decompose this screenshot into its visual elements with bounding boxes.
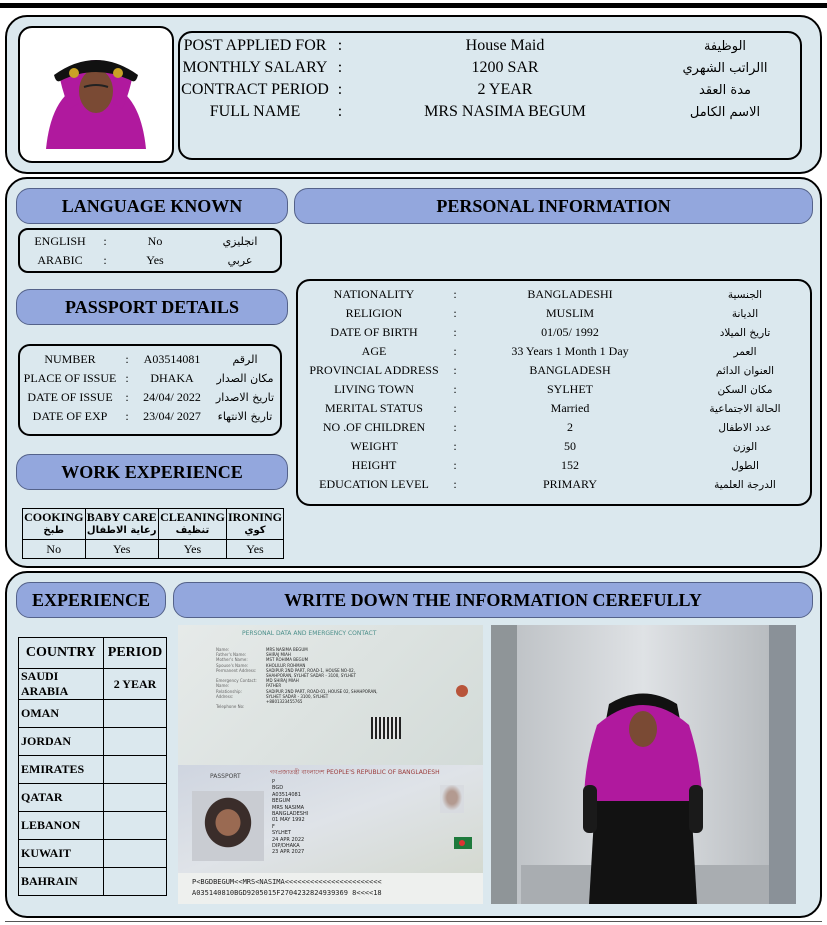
- row-value: 152: [561, 458, 579, 472]
- personal-info-row: [298, 323, 810, 342]
- row-colon: :: [453, 363, 457, 377]
- row-label: NUMBER: [44, 352, 96, 366]
- row-value: Married: [550, 401, 590, 415]
- row-label: DATE OF EXP: [32, 409, 108, 423]
- row-arabic: العنوان الدائم: [715, 364, 775, 377]
- row-colon: :: [337, 81, 343, 98]
- row-label: NATIONALITY: [333, 287, 415, 301]
- language-row: [20, 251, 280, 270]
- row-colon: :: [453, 325, 457, 339]
- row-value: 33 Years 1 Month 1 Day: [511, 344, 629, 358]
- skill-name-arabic: رعاية الاطفال: [86, 525, 157, 536]
- skill-value-cell: Yes: [85, 540, 158, 559]
- summary-row: [180, 79, 800, 101]
- row-colon: :: [103, 253, 107, 267]
- scan-bio-value: BEGUM: [272, 798, 291, 805]
- scan-field-label: Name:: [216, 647, 230, 652]
- scan-field-value: MST ROHIMA BEGUM: [266, 657, 309, 663]
- row-colon: :: [453, 287, 457, 301]
- passport-box: [18, 344, 282, 436]
- row-value: MRS NASIMA BEGUM: [424, 103, 586, 120]
- row-value: 23/04/ 2027: [143, 409, 201, 423]
- experience-row: [19, 669, 167, 700]
- personal-info-row: [298, 285, 810, 304]
- scan-bio-value: SYLHET: [272, 830, 291, 837]
- row-colon: :: [125, 390, 129, 404]
- row-label: ENGLISH: [34, 234, 86, 248]
- row-label: NO .OF CHILDREN: [322, 420, 426, 434]
- row-label: DATE OF BIRTH: [330, 325, 418, 339]
- row-colon: :: [337, 37, 343, 54]
- full-body-photo: [491, 625, 796, 904]
- skill-header-cell: [226, 509, 283, 540]
- scan-field-value: SHAHPORAN, SYLHET SADAR - 3100, SYLHET: [266, 672, 356, 678]
- details-section: [5, 177, 822, 568]
- period-cell: [104, 756, 167, 784]
- skills-table: [22, 508, 284, 559]
- row-colon: :: [125, 371, 129, 385]
- passport-data-page: [178, 625, 483, 765]
- mrz-line-1: P<BGDBEGUM<<MRS<NASIMA<<<<<<<<<<<<<<<<<<<<<<<: [192, 878, 382, 886]
- country-cell: BAHRAIN: [19, 868, 104, 896]
- row-value: 1200 SAR: [471, 59, 539, 76]
- row-value: DHAKA: [150, 371, 194, 385]
- row-label: MONTHLY SALARY: [182, 59, 328, 76]
- passport-row: [20, 388, 280, 407]
- passport-scan-image: [178, 625, 483, 904]
- scan-bio-value: 23 APR 2027: [272, 849, 305, 856]
- scan-field-label: Spouse's Name:: [216, 662, 249, 668]
- scan-field-label: Father's Name:: [216, 652, 247, 658]
- scan-field-value: SADIPUR 2ND PART, ROAD-1, HOUSE NO-02,: [266, 667, 355, 673]
- country-cell: OMAN: [19, 700, 104, 728]
- row-colon: :: [453, 458, 457, 472]
- row-colon: :: [453, 306, 457, 320]
- row-value: 50: [564, 439, 576, 453]
- row-label: PROVINCIAL ADDRESS: [309, 363, 439, 377]
- row-colon: :: [453, 420, 457, 434]
- passport-country-line: গণপ্রজাতন্ত্রী বাংলাদেশ PEOPLE'S REPUBLIC OF BANGLADESH: [270, 769, 440, 776]
- row-colon: :: [125, 352, 129, 366]
- personal-info-box: [296, 279, 812, 506]
- personal-info-row: [298, 342, 810, 361]
- skill-header-cell: [85, 509, 158, 540]
- experience-row: [19, 784, 167, 812]
- skill-value-cell: Yes: [226, 540, 283, 559]
- scan-field-label: Emergency Contact:: [216, 678, 257, 684]
- summary-row: [180, 57, 800, 79]
- scan-bio-value: F: [272, 823, 275, 830]
- country-cell: SAUDI ARABIA: [19, 669, 104, 700]
- row-colon: :: [337, 59, 343, 76]
- row-arabic: الاسم الكامل: [689, 104, 761, 120]
- passport-mrz: [178, 873, 483, 904]
- language-known-heading: LANGUAGE KNOWN: [16, 188, 288, 224]
- profile-photo: [36, 39, 156, 149]
- scan-bio-value: 24 APR 2022: [272, 836, 305, 843]
- row-arabic: مكان الصدار: [216, 372, 274, 385]
- personal-info-row: [298, 361, 810, 380]
- row-label: AGE: [361, 344, 387, 358]
- country-cell: KUWAIT: [19, 840, 104, 868]
- period-cell: [104, 840, 167, 868]
- row-colon: :: [453, 401, 457, 415]
- scan-bio-value: MRS NASIMA: [272, 804, 305, 811]
- row-arabic: الرقم: [232, 353, 258, 366]
- row-label: FULL NAME: [209, 103, 301, 120]
- skill-header-cell: [23, 509, 86, 540]
- row-value: SYLHET: [547, 382, 593, 396]
- row-arabic: الجنسية: [727, 288, 763, 301]
- row-value: PRIMARY: [542, 477, 598, 491]
- row-value: BANGLADESHI: [527, 287, 613, 301]
- skill-name: COOKING: [24, 510, 84, 524]
- personal-info-row: [298, 418, 810, 437]
- scan-field-value: MRS NASIMA BEGUM: [266, 647, 308, 652]
- row-arabic: الحالة الاجتماعية: [709, 402, 781, 415]
- row-colon: :: [453, 477, 457, 491]
- row-colon: :: [453, 344, 457, 358]
- skill-value-cell: Yes: [158, 540, 226, 559]
- scan-field-label: Name:: [216, 683, 230, 689]
- experience-row: [19, 840, 167, 868]
- row-label: WEIGHT: [350, 439, 398, 453]
- row-arabic: الوظيفة: [703, 38, 747, 54]
- row-arabic: تاريخ الميلاد: [719, 326, 771, 339]
- personal-info-row: [298, 475, 810, 494]
- scan-field-value: +8801323455765: [266, 698, 303, 704]
- row-arabic: الوزن: [732, 440, 758, 453]
- country-experience-table: [18, 637, 167, 896]
- skill-name-arabic: تنظيف: [175, 525, 210, 536]
- flag-icon: [454, 837, 472, 849]
- row-label: DATE OF ISSUE: [27, 390, 113, 404]
- scan-field-value: FATHER: [266, 683, 282, 689]
- row-value: 24/04/ 2022: [143, 390, 201, 404]
- experience-row: [19, 700, 167, 728]
- skill-name: IRONING: [227, 510, 282, 524]
- passport-details-heading: PASSPORT DETAILS: [16, 289, 288, 325]
- ghost-photo: [440, 785, 464, 813]
- country-cell: QATAR: [19, 784, 104, 812]
- period-cell: [104, 868, 167, 896]
- personal-info-row: [298, 437, 810, 456]
- passport-doc-title: PASSPORT: [210, 773, 241, 780]
- skill-name: BABY CARE: [86, 510, 157, 524]
- period-cell: [104, 812, 167, 840]
- work-experience-heading: WORK EXPERIENCE: [16, 454, 288, 490]
- profile-photo-frame: [18, 26, 174, 163]
- experience-row: [19, 868, 167, 896]
- period-cell: [104, 784, 167, 812]
- row-value: 2 YEAR: [477, 81, 533, 98]
- skill-name-arabic: طبخ: [43, 525, 65, 536]
- top-rule: [0, 3, 827, 8]
- scan-field-label: Mother's Name:: [216, 657, 248, 663]
- row-arabic: تاريخ الانتهاء: [217, 410, 273, 423]
- language-row: [20, 232, 280, 251]
- passport-row: [20, 369, 280, 388]
- passport-holder-photo: [192, 791, 264, 861]
- row-label: RELIGION: [345, 306, 403, 320]
- row-label: HEIGHT: [351, 458, 397, 472]
- scan-field-value: SHIRAJ MIAH: [266, 652, 291, 658]
- scan-bio-value: 01 MAY 1992: [272, 817, 305, 824]
- row-colon: :: [337, 103, 343, 120]
- job-summary-box: [178, 31, 802, 160]
- personal-info-row: [298, 399, 810, 418]
- scan-field-label: Permanent Address:: [216, 667, 257, 673]
- row-label: MERITAL STATUS: [325, 401, 423, 415]
- row-arabic: العمر: [733, 345, 757, 358]
- period-cell: [104, 700, 167, 728]
- country-column-header: COUNTRY: [19, 638, 104, 669]
- country-cell: LEBANON: [19, 812, 104, 840]
- row-label: ARABIC: [37, 253, 83, 267]
- scan-bio-value: A03514081: [272, 791, 301, 798]
- row-colon: :: [125, 409, 129, 423]
- experience-row: [19, 728, 167, 756]
- period-cell: [104, 728, 167, 756]
- header-section: [5, 15, 822, 174]
- bottom-rule: [5, 921, 822, 922]
- scan-field-value: SADIPUR 2ND PART, ROAD-01, HOUSE 02, SHAHPORAN,: [266, 688, 378, 694]
- row-arabic: عربي: [227, 254, 253, 267]
- row-value: BANGLADESH: [529, 363, 611, 377]
- row-value: A03514081: [143, 352, 201, 366]
- row-value: House Maid: [465, 37, 545, 54]
- experience-row: [19, 812, 167, 840]
- personal-info-row: [298, 304, 810, 323]
- scan-field-value: KHOLILUR ROHMAN: [266, 662, 306, 668]
- skill-name-arabic: كوي: [244, 525, 266, 536]
- passport-photo-page: [178, 765, 483, 873]
- scan-bio-value: BANGLADESHI: [272, 810, 309, 817]
- row-arabic: عدد الاطفال: [718, 421, 772, 434]
- personal-information-heading: PERSONAL INFORMATION: [294, 188, 813, 224]
- row-arabic: انجليزي: [222, 235, 258, 248]
- row-arabic: مدة العقد: [699, 82, 751, 98]
- scan-bio-value: BGD: [272, 785, 284, 792]
- row-arabic: الديانة: [731, 307, 759, 320]
- row-value: 2: [567, 420, 573, 434]
- summary-row: [180, 35, 800, 57]
- row-value: MUSLIM: [545, 306, 594, 320]
- country-cell: EMIRATES: [19, 756, 104, 784]
- summary-row: [180, 101, 800, 123]
- experience-row: [19, 756, 167, 784]
- qr-code-icon: [371, 717, 401, 739]
- row-colon: :: [453, 439, 457, 453]
- personal-info-row: [298, 380, 810, 399]
- skill-value-cell: No: [23, 540, 86, 559]
- mrz-line-2: A035140810BGD9205015F2704232824939369 8<<<<18: [192, 889, 382, 897]
- scan-bio-value: DIP/DHAKA: [272, 842, 300, 849]
- passport-row: [20, 407, 280, 426]
- row-value: Yes: [146, 253, 164, 267]
- row-arabic: الطول: [731, 459, 759, 472]
- row-arabic: مكان السكن: [717, 383, 773, 396]
- seal-icon: [456, 685, 468, 697]
- country-cell: JORDAN: [19, 728, 104, 756]
- row-arabic: االراتب الشهري: [682, 60, 768, 76]
- passport-data-header: PERSONAL DATA AND EMERGENCY CONTACT: [242, 630, 377, 637]
- experience-heading: EXPERIENCE: [16, 582, 166, 618]
- scan-field-label: Telephone No:: [216, 704, 245, 710]
- scan-bio-value: P: [272, 779, 276, 785]
- row-arabic: الدرجة العلمية: [714, 478, 776, 491]
- row-label: EDUCATION LEVEL: [319, 477, 429, 491]
- period-cell: 2 YEAR: [104, 669, 167, 700]
- instructions-heading: WRITE DOWN THE INFORMATION CEREFULLY: [173, 582, 813, 618]
- row-label: POST APPLIED FOR: [183, 37, 327, 54]
- row-value: No: [147, 234, 163, 248]
- scan-field-label: Address:: [216, 693, 234, 699]
- row-label: LIVING TOWN: [334, 382, 414, 396]
- row-arabic: تاريخ الاصدار: [215, 391, 275, 404]
- scan-field-value: MD SHIRAJ MIAH: [266, 678, 299, 684]
- row-value: 01/05/ 1992: [541, 325, 599, 339]
- passport-row: [20, 350, 280, 369]
- scan-field-label: Relationship:: [216, 688, 242, 694]
- row-colon: :: [453, 382, 457, 396]
- skill-name: CLEANING: [160, 510, 225, 524]
- row-colon: :: [103, 234, 107, 248]
- row-label: PLACE OF ISSUE: [23, 371, 117, 385]
- skill-header-cell: [158, 509, 226, 540]
- personal-info-row: [298, 456, 810, 475]
- scan-field-value: SYLHET SADAR - 3100, SYLHET: [266, 693, 329, 699]
- language-box: [18, 228, 282, 273]
- experience-section: [5, 571, 822, 918]
- period-column-header: PERIOD: [104, 638, 167, 669]
- row-label: CONTRACT PERIOD: [181, 81, 329, 98]
